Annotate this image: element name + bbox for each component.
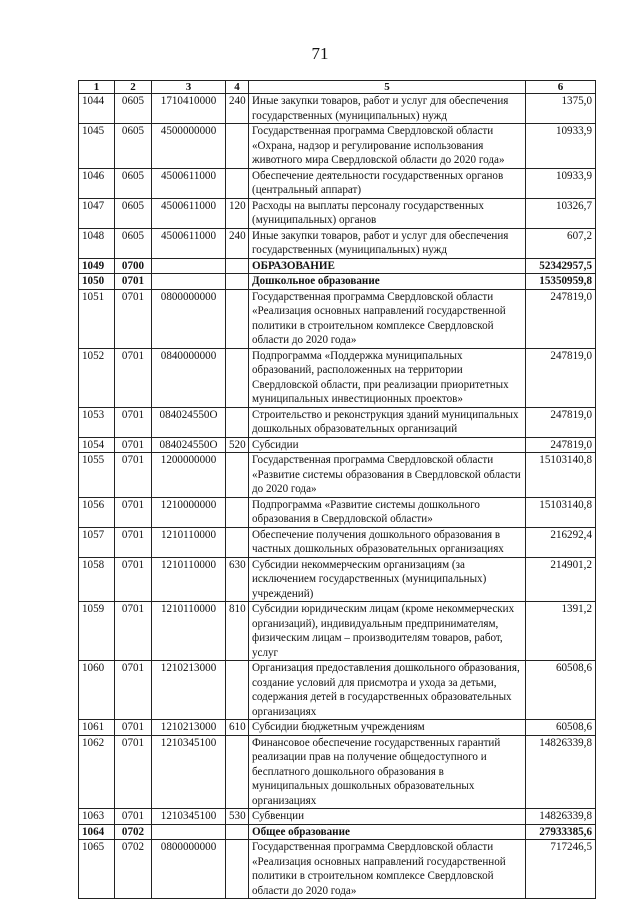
target-code-cell: 4500611000 [152,198,226,228]
row-number-cell: 1048 [79,228,115,258]
section-code-cell: 0605 [115,124,152,169]
expense-type-cell [226,453,249,498]
row-number-cell: 1065 [79,840,115,899]
table-row [79,228,596,258]
target-code-cell [152,274,226,290]
name-cell: Субсидии бюджетным учреждениям [249,720,526,736]
amount-cell: 14826339,8 [526,809,596,825]
table-row [79,453,596,498]
section-code-cell: 0701 [115,453,152,498]
expense-type-cell [226,274,249,290]
table-row [79,289,596,348]
target-code-cell: 1210110000 [152,602,226,661]
section-code-cell: 0702 [115,824,152,840]
table-row [79,258,596,274]
target-code-cell: 1210213000 [152,720,226,736]
row-number-cell: 1059 [79,602,115,661]
expense-type-cell [226,348,249,407]
name-cell: Подпрограмма «Поддержка муниципальных образований, расположенных на территории Свердловской области, при реализации приоритетных муниципальных инвестиционных проектов» [249,348,526,407]
row-number-cell: 1044 [79,94,115,124]
row-number-cell: 1060 [79,661,115,720]
name-cell: Государственная программа Свердловской области «Охрана, надзор и регулирование использования животного мира Свердловской области до 2020 года» [249,124,526,169]
section-code-cell: 0701 [115,809,152,825]
target-code-cell: 1210345100 [152,809,226,825]
name-cell: Субсидии юридическим лицам (кроме некоммерческих организаций), индивидуальным предпринимателям, физическим лицам – производителям товаров, работ, услуг [249,602,526,661]
expense-type-cell [226,497,249,527]
row-number-cell: 1045 [79,124,115,169]
column-header-target-code: 3 [152,81,226,94]
amount-cell: 1375,0 [526,94,596,124]
amount-cell: 10933,9 [526,168,596,198]
section-code-cell: 0701 [115,527,152,557]
amount-cell: 15350959,8 [526,274,596,290]
name-cell: Иные закупки товаров, работ и услуг для обеспечения государственных (муниципальных) нужд [249,228,526,258]
name-cell: Расходы на выплаты персоналу государственных (муниципальных) органов [249,198,526,228]
table-row [79,557,596,602]
name-cell: Дошкольное образование [249,274,526,290]
expense-type-cell [226,289,249,348]
table-row [79,168,596,198]
row-number-cell: 1064 [79,824,115,840]
amount-cell: 15103140,8 [526,497,596,527]
table-row [79,602,596,661]
expense-type-cell [226,735,249,809]
table-row [79,661,596,720]
target-code-cell: 084024550О [152,437,226,453]
column-header-name: 5 [249,81,526,94]
section-code-cell: 0701 [115,735,152,809]
table-row [79,198,596,228]
name-cell: Иные закупки товаров, работ и услуг для обеспечения государственных (муниципальных) нужд [249,94,526,124]
section-code-cell: 0701 [115,407,152,437]
name-cell: Обеспечение получения дошкольного образования в частных дошкольных образовательных организациях [249,527,526,557]
expense-type-cell [226,527,249,557]
amount-cell: 214901,2 [526,557,596,602]
section-code-cell: 0701 [115,497,152,527]
section-code-cell: 0605 [115,94,152,124]
section-code-cell: 0701 [115,348,152,407]
section-code-cell: 0605 [115,168,152,198]
amount-cell: 717246,5 [526,840,596,899]
column-header-expense-type: 4 [226,81,249,94]
page-number: 71 [311,44,329,63]
amount-cell: 27933385,6 [526,824,596,840]
section-code-cell: 0701 [115,720,152,736]
table-row [79,437,596,453]
name-cell: Обеспечение деятельности государственных органов (центральный аппарат) [249,168,526,198]
header-row [79,81,596,94]
row-number-cell: 1063 [79,809,115,825]
amount-cell: 52342957,5 [526,258,596,274]
table-header [79,81,596,94]
amount-cell: 607,2 [526,228,596,258]
section-code-cell: 0700 [115,258,152,274]
target-code-cell: 1200000000 [152,453,226,498]
expense-type-cell [226,840,249,899]
row-number-cell: 1062 [79,735,115,809]
expense-type-cell: 630 [226,557,249,602]
table-row [79,720,596,736]
target-code-cell: 1210110000 [152,557,226,602]
target-code-cell: 4500000000 [152,124,226,169]
expense-type-cell: 240 [226,94,249,124]
amount-cell: 247819,0 [526,437,596,453]
budget-table [78,80,596,899]
table-body [79,94,596,899]
section-code-cell: 0701 [115,437,152,453]
name-cell: Государственная программа Свердловской области «Развитие системы образования в Свердловской области до 2020 года» [249,453,526,498]
target-code-cell: 1710410000 [152,94,226,124]
target-code-cell: 4500611000 [152,228,226,258]
section-code-cell: 0701 [115,557,152,602]
row-number-cell: 1053 [79,407,115,437]
amount-cell: 247819,0 [526,289,596,348]
amount-cell: 15103140,8 [526,453,596,498]
target-code-cell: 0840000000 [152,348,226,407]
section-code-cell: 0701 [115,289,152,348]
table-row [79,840,596,899]
table-row [79,735,596,809]
name-cell: Государственная программа Свердловской области «Реализация основных направлений государственной политики в строительном комплексе Свердловской области до 2020 года» [249,840,526,899]
row-number-cell: 1047 [79,198,115,228]
section-code-cell: 0701 [115,661,152,720]
row-number-cell: 1058 [79,557,115,602]
target-code-cell: 4500611000 [152,168,226,198]
row-number-cell: 1049 [79,258,115,274]
amount-cell: 1391,2 [526,602,596,661]
section-code-cell: 0605 [115,228,152,258]
name-cell: Строительство и реконструкция зданий муниципальных дошкольных образовательных организаций [249,407,526,437]
row-number-cell: 1061 [79,720,115,736]
column-header-row-number: 1 [79,81,115,94]
table-row [79,497,596,527]
expense-type-cell: 120 [226,198,249,228]
section-code-cell: 0701 [115,602,152,661]
target-code-cell: 1210110000 [152,527,226,557]
name-cell: Общее образование [249,824,526,840]
name-cell: Государственная программа Свердловской области «Реализация основных направлений государственной политики в строительном комплексе Свердловской области до 2020 года» [249,289,526,348]
target-code-cell: 1210213000 [152,661,226,720]
target-code-cell: 0800000000 [152,289,226,348]
table-row [79,124,596,169]
target-code-cell [152,824,226,840]
column-header-section-code: 2 [115,81,152,94]
row-number-cell: 1056 [79,497,115,527]
expense-type-cell: 240 [226,228,249,258]
table-row [79,809,596,825]
section-code-cell: 0701 [115,274,152,290]
row-number-cell: 1057 [79,527,115,557]
amount-cell: 60508,6 [526,720,596,736]
expense-type-cell [226,407,249,437]
name-cell: ОБРАЗОВАНИЕ [249,258,526,274]
target-code-cell: 1210000000 [152,497,226,527]
table-row [79,94,596,124]
expense-type-cell: 610 [226,720,249,736]
amount-cell: 247819,0 [526,348,596,407]
column-header-amount: 6 [526,81,596,94]
expense-type-cell: 530 [226,809,249,825]
amount-cell: 10326,7 [526,198,596,228]
expense-type-cell: 520 [226,437,249,453]
table-row [79,348,596,407]
table-row [79,527,596,557]
row-number-cell: 1052 [79,348,115,407]
name-cell: Субсидии некоммерческим организациям (за исключением государственных (муниципальных) учреждений) [249,557,526,602]
amount-cell: 14826339,8 [526,735,596,809]
target-code-cell: 0800000000 [152,840,226,899]
name-cell: Организация предоставления дошкольного образования, создание условий для присмотра и ухода за детьми, содержания детей в государственных образовательных организациях [249,661,526,720]
section-code-cell: 0702 [115,840,152,899]
section-code-cell: 0605 [115,198,152,228]
row-number-cell: 1054 [79,437,115,453]
amount-cell: 216292,4 [526,527,596,557]
table-row [79,407,596,437]
expense-type-cell [226,258,249,274]
table-row [79,824,596,840]
expense-type-cell [226,661,249,720]
target-code-cell [152,258,226,274]
row-number-cell: 1055 [79,453,115,498]
target-code-cell: 084024550О [152,407,226,437]
expense-type-cell [226,168,249,198]
table-row [79,274,596,290]
row-number-cell: 1050 [79,274,115,290]
row-number-cell: 1046 [79,168,115,198]
expense-type-cell [226,824,249,840]
amount-cell: 60508,6 [526,661,596,720]
expense-type-cell: 810 [226,602,249,661]
name-cell: Субсидии [249,437,526,453]
target-code-cell: 1210345100 [152,735,226,809]
amount-cell: 247819,0 [526,407,596,437]
amount-cell: 10933,9 [526,124,596,169]
expense-type-cell [226,124,249,169]
name-cell: Финансовое обеспечение государственных гарантий реализации прав на получение общедоступного и бесплатного дошкольного образования в муниципальных дошкольных образовательных организациях [249,735,526,809]
row-number-cell: 1051 [79,289,115,348]
name-cell: Подпрограмма «Развитие системы дошкольного образования в Свердловской области» [249,497,526,527]
name-cell: Субвенции [249,809,526,825]
